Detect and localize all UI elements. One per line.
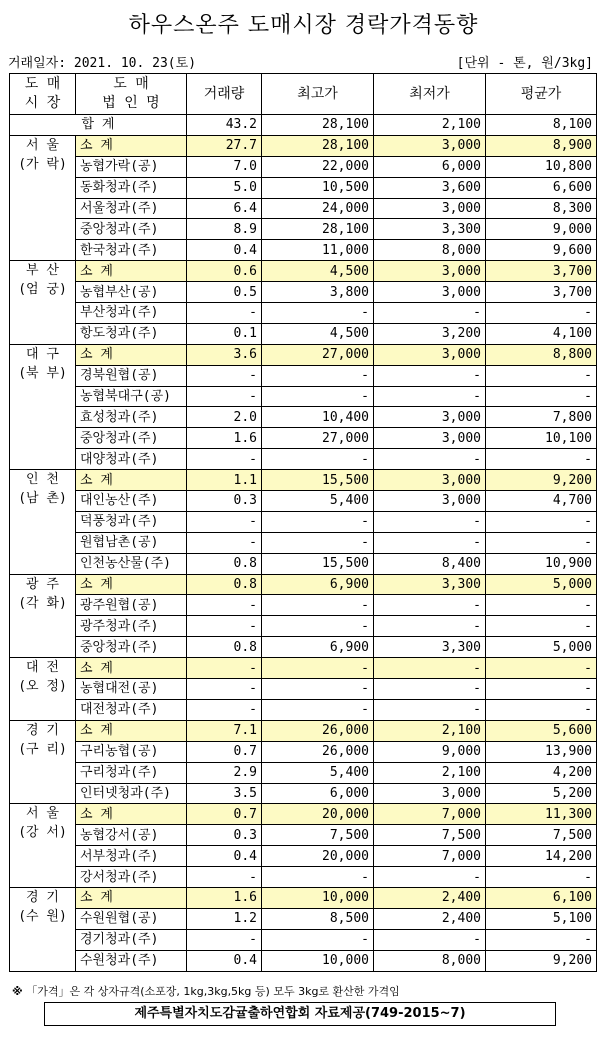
cell-avg: - <box>486 595 597 616</box>
cell-min: 3,000 <box>374 407 486 428</box>
table-row <box>10 407 597 428</box>
header-min: 최저가 <box>374 74 486 115</box>
table-row <box>10 762 597 783</box>
market-name: 대 전 (오 정) <box>10 658 76 721</box>
header-max: 최고가 <box>262 74 374 115</box>
cell-min: - <box>374 699 486 720</box>
corp-name: 부산청과(주) <box>76 303 187 324</box>
table-row <box>10 198 597 219</box>
cell-min: - <box>374 365 486 386</box>
cell-volume: - <box>187 365 262 386</box>
corp-name: 대전청과(주) <box>76 699 187 720</box>
cell-min: 3,000 <box>374 135 486 156</box>
table-row <box>10 699 597 720</box>
table-row <box>10 783 597 804</box>
cell-volume: - <box>187 699 262 720</box>
cell-avg: 9,200 <box>486 470 597 491</box>
cell-volume: 7.0 <box>187 156 262 177</box>
cell-max: 8,500 <box>262 908 374 929</box>
cell-avg: 5,000 <box>486 574 597 595</box>
cell-volume: 0.7 <box>187 804 262 825</box>
subtotal-label: 소 계 <box>76 135 187 156</box>
corp-name: 중앙청과(주) <box>76 637 187 658</box>
cell-avg: 7,800 <box>486 407 597 428</box>
corp-name: 경기청과(주) <box>76 929 187 950</box>
cell-avg: 8,300 <box>486 198 597 219</box>
corp-name: 광주청과(주) <box>76 616 187 637</box>
cell-volume: - <box>187 867 262 888</box>
cell-max: - <box>262 365 374 386</box>
table-row <box>10 637 597 658</box>
cell-max: 27,000 <box>262 428 374 449</box>
cell-volume: - <box>187 679 262 700</box>
cell-min: 2,400 <box>374 908 486 929</box>
table-row <box>10 177 597 198</box>
header-row <box>10 74 597 115</box>
cell-max: 22,000 <box>262 156 374 177</box>
cell-max: - <box>262 386 374 407</box>
cell-max: 10,500 <box>262 177 374 198</box>
subtotal-row <box>10 720 597 741</box>
cell-min: 3,000 <box>374 261 486 282</box>
cell-min: - <box>374 679 486 700</box>
cell-volume: 0.3 <box>187 491 262 512</box>
cell-min: - <box>374 303 486 324</box>
table-row <box>10 616 597 637</box>
unit-label: [단위 - 톤, 원/3kg] <box>456 56 593 71</box>
cell-max: - <box>262 511 374 532</box>
subtotal-row <box>10 135 597 156</box>
market-name: 경 기 (수 원) <box>10 887 76 971</box>
corp-name: 광주원협(공) <box>76 595 187 616</box>
cell-min: 3,000 <box>374 783 486 804</box>
cell-min: 2,400 <box>374 887 486 908</box>
cell-volume: - <box>187 449 262 470</box>
cell-max: 5,400 <box>262 762 374 783</box>
subtotal-row <box>10 658 597 679</box>
cell-avg: - <box>486 699 597 720</box>
cell-volume: 5.0 <box>187 177 262 198</box>
corp-name: 수원원협(공) <box>76 908 187 929</box>
table-row <box>10 323 597 344</box>
cell-avg: 13,900 <box>486 741 597 762</box>
corp-name: 서부청과(주) <box>76 846 187 867</box>
corp-name: 인천농산물(주) <box>76 553 187 574</box>
cell-volume: 0.7 <box>187 741 262 762</box>
cell-volume: - <box>187 511 262 532</box>
cell-volume: - <box>187 658 262 679</box>
cell-avg: - <box>486 532 597 553</box>
cell-max: - <box>262 595 374 616</box>
total-min: 2,100 <box>374 115 486 136</box>
cell-max: - <box>262 616 374 637</box>
cell-volume: 1.6 <box>187 887 262 908</box>
header-corp: 도 매 법 인 명 <box>76 74 187 115</box>
cell-volume: 0.1 <box>187 323 262 344</box>
page-title: 하우스온주 도매시장 경락가격동향 <box>128 13 479 38</box>
cell-min: 2,100 <box>374 720 486 741</box>
cell-min: - <box>374 449 486 470</box>
total-max: 28,100 <box>262 115 374 136</box>
total-label: 합 계 <box>10 115 187 136</box>
corp-name: 인터넷청과(주) <box>76 783 187 804</box>
corp-name: 중앙청과(주) <box>76 428 187 449</box>
cell-avg: 5,000 <box>486 637 597 658</box>
corp-name: 농협강서(공) <box>76 825 187 846</box>
table-row <box>10 511 597 532</box>
subtotal-row <box>10 470 597 491</box>
cell-min: - <box>374 595 486 616</box>
cell-volume: 7.1 <box>187 720 262 741</box>
corp-name: 구리농협(공) <box>76 741 187 762</box>
table-row <box>10 908 597 929</box>
total-row <box>10 115 597 136</box>
table-row <box>10 156 597 177</box>
cell-avg: - <box>486 386 597 407</box>
market-name: 부 산 (엄 궁) <box>10 261 76 345</box>
cell-avg: - <box>486 449 597 470</box>
header-market: 도 매 시 장 <box>10 74 76 115</box>
cell-max: 10,400 <box>262 407 374 428</box>
table-row <box>10 867 597 888</box>
cell-volume: 3.5 <box>187 783 262 804</box>
subtotal-row <box>10 261 597 282</box>
header-avg: 평균가 <box>486 74 597 115</box>
cell-max: 7,500 <box>262 825 374 846</box>
cell-volume: - <box>187 929 262 950</box>
table-row <box>10 929 597 950</box>
cell-max: 15,500 <box>262 553 374 574</box>
cell-avg: 14,200 <box>486 846 597 867</box>
header-volume: 거래량 <box>187 74 262 115</box>
cell-max: - <box>262 929 374 950</box>
subtotal-label: 소 계 <box>76 804 187 825</box>
corp-name: 수원청과(주) <box>76 950 187 971</box>
table-row <box>10 386 597 407</box>
cell-volume: 0.5 <box>187 282 262 303</box>
cell-avg: - <box>486 867 597 888</box>
cell-max: 11,000 <box>262 240 374 261</box>
cell-avg: 10,900 <box>486 553 597 574</box>
cell-avg: 4,700 <box>486 491 597 512</box>
subtotal-label: 소 계 <box>76 574 187 595</box>
subtotal-label: 소 계 <box>76 658 187 679</box>
cell-volume: 3.6 <box>187 344 262 365</box>
table-row <box>10 741 597 762</box>
market-name: 서 울 (가 락) <box>10 135 76 260</box>
cell-min: 8,400 <box>374 553 486 574</box>
cell-max: 28,100 <box>262 219 374 240</box>
cell-avg: 6,100 <box>486 887 597 908</box>
table-row <box>10 365 597 386</box>
note-mark: ※ <box>12 985 23 998</box>
cell-max: 24,000 <box>262 198 374 219</box>
cell-min: 3,300 <box>374 219 486 240</box>
cell-min: - <box>374 929 486 950</box>
table-row <box>10 219 597 240</box>
cell-avg: 9,200 <box>486 950 597 971</box>
cell-max: 27,000 <box>262 344 374 365</box>
table-row <box>10 282 597 303</box>
cell-min: 3,600 <box>374 177 486 198</box>
cell-avg: 7,500 <box>486 825 597 846</box>
cell-max: - <box>262 449 374 470</box>
cell-min: 7,500 <box>374 825 486 846</box>
corp-name: 구리청과(주) <box>76 762 187 783</box>
cell-volume: 2.9 <box>187 762 262 783</box>
cell-avg: 8,900 <box>486 135 597 156</box>
cell-min: - <box>374 511 486 532</box>
cell-min: 7,000 <box>374 804 486 825</box>
cell-volume: 0.3 <box>187 825 262 846</box>
cell-avg: 3,700 <box>486 282 597 303</box>
table-row <box>10 679 597 700</box>
cell-avg: - <box>486 658 597 679</box>
cell-max: 4,500 <box>262 323 374 344</box>
cell-min: 7,000 <box>374 846 486 867</box>
cell-min: 3,300 <box>374 574 486 595</box>
subtotal-label: 소 계 <box>76 261 187 282</box>
corp-name: 농협부산(공) <box>76 282 187 303</box>
cell-max: 5,400 <box>262 491 374 512</box>
cell-max: 6,900 <box>262 637 374 658</box>
cell-max: 15,500 <box>262 470 374 491</box>
corp-name: 농협북대구(공) <box>76 386 187 407</box>
cell-avg: 8,800 <box>486 344 597 365</box>
corp-name: 항도청과(주) <box>76 323 187 344</box>
table-row <box>10 950 597 971</box>
corp-name: 원협남촌(공) <box>76 532 187 553</box>
cell-volume: 0.8 <box>187 553 262 574</box>
market-name: 인 천 (남 촌) <box>10 470 76 574</box>
cell-max: 6,900 <box>262 574 374 595</box>
cell-max: - <box>262 679 374 700</box>
cell-max: - <box>262 532 374 553</box>
cell-volume: 1.1 <box>187 470 262 491</box>
cell-avg: - <box>486 511 597 532</box>
note-text: 「가격」은 각 상자규격(소포장, 1kg,3kg,5kg 등) 모두 3kg로 환산한 가격임 <box>26 985 400 998</box>
market-name: 광 주 (각 화) <box>10 574 76 658</box>
cell-avg: 10,800 <box>486 156 597 177</box>
table-row <box>10 553 597 574</box>
cell-avg: 9,600 <box>486 240 597 261</box>
cell-max: 26,000 <box>262 720 374 741</box>
cell-min: 3,000 <box>374 198 486 219</box>
footnote <box>12 983 400 999</box>
cell-max: 20,000 <box>262 846 374 867</box>
cell-avg: - <box>486 679 597 700</box>
subtotal-label: 소 계 <box>76 887 187 908</box>
table-row <box>10 532 597 553</box>
cell-max: 28,100 <box>262 135 374 156</box>
cell-avg: 11,300 <box>486 804 597 825</box>
cell-min: 3,000 <box>374 470 486 491</box>
cell-avg: - <box>486 929 597 950</box>
subtotal-row <box>10 887 597 908</box>
cell-volume: 0.8 <box>187 637 262 658</box>
cell-volume: 0.6 <box>187 261 262 282</box>
cell-volume: - <box>187 595 262 616</box>
subtotal-row <box>10 574 597 595</box>
cell-min: 9,000 <box>374 741 486 762</box>
subtotal-label: 소 계 <box>76 344 187 365</box>
cell-max: 10,000 <box>262 950 374 971</box>
table-row <box>10 595 597 616</box>
cell-avg: 3,700 <box>486 261 597 282</box>
corp-name: 한국청과(주) <box>76 240 187 261</box>
cell-avg: 5,100 <box>486 908 597 929</box>
trade-date: 거래일자: 2021. 10. 23(토) <box>8 56 197 71</box>
cell-min: 8,000 <box>374 950 486 971</box>
corp-name: 대양청과(주) <box>76 449 187 470</box>
table-row <box>10 428 597 449</box>
source-box: 제주특별자치도감귤출하연합회 자료제공(749-2015~7) <box>44 1002 556 1026</box>
corp-name: 강서청과(주) <box>76 867 187 888</box>
cell-min: - <box>374 867 486 888</box>
cell-avg: 4,100 <box>486 323 597 344</box>
cell-avg: 4,200 <box>486 762 597 783</box>
table-row <box>10 825 597 846</box>
total-volume: 43.2 <box>187 115 262 136</box>
cell-avg: 6,600 <box>486 177 597 198</box>
cell-volume: 27.7 <box>187 135 262 156</box>
cell-min: 6,000 <box>374 156 486 177</box>
cell-avg: - <box>486 616 597 637</box>
cell-volume: - <box>187 616 262 637</box>
market-name: 대 구 (북 부) <box>10 344 76 469</box>
cell-volume: 0.4 <box>187 240 262 261</box>
table-row <box>10 303 597 324</box>
cell-min: 3,000 <box>374 491 486 512</box>
cell-volume: 2.0 <box>187 407 262 428</box>
cell-volume: - <box>187 303 262 324</box>
cell-min: - <box>374 616 486 637</box>
cell-volume: - <box>187 532 262 553</box>
corp-name: 중앙청과(주) <box>76 219 187 240</box>
cell-max: 20,000 <box>262 804 374 825</box>
cell-max: 10,000 <box>262 887 374 908</box>
cell-volume: 0.4 <box>187 950 262 971</box>
subtotal-row <box>10 804 597 825</box>
cell-min: 2,100 <box>374 762 486 783</box>
cell-volume: 8.9 <box>187 219 262 240</box>
subtotal-label: 소 계 <box>76 720 187 741</box>
corp-name: 농협가락(공) <box>76 156 187 177</box>
cell-avg: 5,200 <box>486 783 597 804</box>
cell-max: 3,800 <box>262 282 374 303</box>
cell-max: 26,000 <box>262 741 374 762</box>
cell-volume: 1.6 <box>187 428 262 449</box>
market-name: 경 기 (구 리) <box>10 720 76 804</box>
cell-min: 3,000 <box>374 282 486 303</box>
cell-max: - <box>262 699 374 720</box>
subtotal-label: 소 계 <box>76 470 187 491</box>
cell-volume: 0.8 <box>187 574 262 595</box>
cell-min: 3,200 <box>374 323 486 344</box>
corp-name: 효성청과(주) <box>76 407 187 428</box>
cell-avg: 5,600 <box>486 720 597 741</box>
cell-avg: - <box>486 365 597 386</box>
corp-name: 경북원협(공) <box>76 365 187 386</box>
cell-volume: - <box>187 386 262 407</box>
corp-name: 덕풍청과(주) <box>76 511 187 532</box>
corp-name: 동화청과(주) <box>76 177 187 198</box>
cell-volume: 0.4 <box>187 846 262 867</box>
cell-max: 6,000 <box>262 783 374 804</box>
subtotal-row <box>10 344 597 365</box>
table-row <box>10 846 597 867</box>
corp-name: 대인농산(주) <box>76 491 187 512</box>
cell-volume: 1.2 <box>187 908 262 929</box>
price-table <box>9 73 597 972</box>
cell-max: - <box>262 867 374 888</box>
cell-avg: - <box>486 303 597 324</box>
cell-volume: 6.4 <box>187 198 262 219</box>
corp-name: 서울청과(주) <box>76 198 187 219</box>
market-name: 서 울 (강 서) <box>10 804 76 888</box>
table-row <box>10 449 597 470</box>
cell-min: 8,000 <box>374 240 486 261</box>
cell-max: - <box>262 658 374 679</box>
total-avg: 8,100 <box>486 115 597 136</box>
cell-min: 3,000 <box>374 428 486 449</box>
cell-min: - <box>374 658 486 679</box>
table-row <box>10 491 597 512</box>
cell-min: - <box>374 532 486 553</box>
cell-min: 3,000 <box>374 344 486 365</box>
cell-avg: 9,000 <box>486 219 597 240</box>
cell-max: - <box>262 303 374 324</box>
cell-min: - <box>374 386 486 407</box>
cell-max: 4,500 <box>262 261 374 282</box>
corp-name: 농협대전(공) <box>76 679 187 700</box>
table-row <box>10 240 597 261</box>
cell-min: 3,300 <box>374 637 486 658</box>
cell-avg: 10,100 <box>486 428 597 449</box>
